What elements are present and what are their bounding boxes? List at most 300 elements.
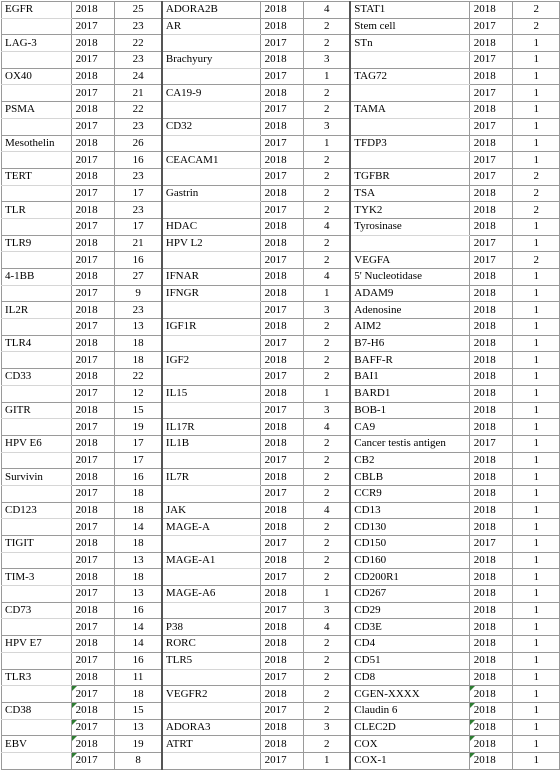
name-cell [2,686,72,703]
count-cell: 26 [115,135,162,152]
name-cell [162,402,260,419]
name-cell: PSMA [2,102,72,119]
name-cell: CD33 [2,369,72,386]
name-cell [2,185,72,202]
year-cell: 2017 [71,152,115,169]
count-cell: 1 [513,35,560,52]
year-cell: 2017 [469,435,513,452]
name-cell [162,302,260,319]
name-cell [162,485,260,502]
year-cell: 2018 [71,536,115,553]
count-cell: 1 [304,135,351,152]
year-cell: 2018 [469,586,513,603]
name-cell: Survivin [2,469,72,486]
count-cell: 1 [513,485,560,502]
year-cell: 2017 [260,485,304,502]
count-cell: 21 [115,235,162,252]
year-cell: 2018 [71,235,115,252]
count-cell: 2 [304,636,351,653]
name-cell: TGFBR [350,168,469,185]
count-cell: 3 [304,602,351,619]
count-cell: 1 [513,285,560,302]
name-cell: IGF1R [162,319,260,336]
name-cell [162,536,260,553]
table-row [2,502,560,519]
name-cell [162,335,260,352]
year-cell: 2018 [469,686,513,703]
count-cell: 2 [304,319,351,336]
year-cell: 2018 [260,686,304,703]
year-cell: 2018 [260,719,304,736]
count-cell: 1 [513,152,560,169]
count-cell: 1 [513,586,560,603]
name-cell: HPV L2 [162,235,260,252]
count-cell: 17 [115,452,162,469]
count-cell: 4 [304,2,351,19]
count-cell: 15 [115,402,162,419]
name-cell: CD150 [350,536,469,553]
count-cell: 1 [513,269,560,286]
year-cell: 2017 [71,419,115,436]
count-cell: 18 [115,569,162,586]
year-cell: 2018 [71,402,115,419]
count-cell: 1 [513,435,560,452]
year-cell: 2018 [469,269,513,286]
table-row [2,602,560,619]
count-cell: 25 [115,2,162,19]
count-cell: 9 [115,285,162,302]
count-cell: 1 [304,385,351,402]
year-cell: 2017 [71,252,115,269]
count-cell: 2 [304,152,351,169]
table-row [2,252,560,269]
count-cell: 23 [115,302,162,319]
name-cell [350,152,469,169]
name-cell [2,452,72,469]
year-cell: 2018 [260,319,304,336]
table-row [2,68,560,85]
year-cell: 2018 [469,302,513,319]
name-cell [162,135,260,152]
name-cell [2,85,72,102]
name-cell [2,385,72,402]
count-cell: 3 [304,52,351,69]
name-cell: BOB-1 [350,402,469,419]
year-cell: 2018 [260,619,304,636]
name-cell [162,369,260,386]
year-cell: 2018 [260,85,304,102]
table-row [2,352,560,369]
year-cell: 2017 [260,452,304,469]
year-cell: 2018 [469,702,513,719]
count-cell: 1 [513,85,560,102]
name-cell: TAG72 [350,68,469,85]
year-cell: 2018 [71,269,115,286]
name-cell: CBLB [350,469,469,486]
year-cell: 2017 [260,35,304,52]
table-row [2,469,560,486]
year-cell: 2018 [469,352,513,369]
year-cell: 2017 [469,85,513,102]
year-cell: 2018 [469,569,513,586]
year-cell: 2017 [469,152,513,169]
table-row [2,719,560,736]
count-cell: 2 [304,552,351,569]
count-cell: 4 [304,619,351,636]
year-cell: 2018 [469,669,513,686]
table-row [2,2,560,19]
year-cell: 2018 [71,68,115,85]
year-cell: 2017 [71,218,115,235]
name-cell: TLR3 [2,669,72,686]
count-cell: 1 [513,118,560,135]
count-cell: 1 [513,469,560,486]
year-cell: 2017 [71,552,115,569]
year-cell: 2018 [260,352,304,369]
year-cell: 2018 [71,736,115,753]
year-cell: 2017 [260,669,304,686]
year-cell: 2018 [71,202,115,219]
year-cell: 2017 [71,85,115,102]
year-cell: 2018 [469,68,513,85]
name-cell: CD51 [350,652,469,669]
year-cell: 2017 [71,719,115,736]
name-cell [162,569,260,586]
table-row [2,369,560,386]
name-cell: JAK [162,502,260,519]
name-cell [2,252,72,269]
year-cell: 2017 [260,369,304,386]
name-cell: TIGIT [2,536,72,553]
count-cell: 2 [513,252,560,269]
name-cell: IL7R [162,469,260,486]
count-cell: 23 [115,18,162,35]
name-cell: MAGE-A [162,519,260,536]
name-cell [350,235,469,252]
count-cell: 1 [513,536,560,553]
name-cell: CB2 [350,452,469,469]
year-cell: 2017 [469,118,513,135]
year-cell: 2017 [260,135,304,152]
name-cell: IL1B [162,435,260,452]
name-cell: COX [350,736,469,753]
count-cell: 18 [115,335,162,352]
count-cell: 1 [513,52,560,69]
table-row [2,102,560,119]
count-cell: 1 [513,102,560,119]
name-cell [2,419,72,436]
count-cell: 1 [513,235,560,252]
year-cell: 2017 [71,352,115,369]
year-cell: 2018 [469,402,513,419]
year-cell: 2018 [260,502,304,519]
count-cell: 16 [115,469,162,486]
table-row [2,586,560,603]
count-cell: 1 [513,335,560,352]
year-cell: 2018 [71,102,115,119]
name-cell [2,352,72,369]
count-cell: 13 [115,719,162,736]
count-cell: 15 [115,702,162,719]
count-cell: 2 [513,2,560,19]
year-cell: 2018 [71,2,115,19]
count-cell: 1 [513,686,560,703]
table-row [2,435,560,452]
name-cell: CD123 [2,502,72,519]
year-cell: 2017 [260,536,304,553]
count-cell: 16 [115,602,162,619]
count-cell: 4 [304,269,351,286]
name-cell: TERT [2,168,72,185]
name-cell [162,452,260,469]
name-cell: TLR9 [2,235,72,252]
count-cell: 16 [115,652,162,669]
count-cell: 18 [115,485,162,502]
name-cell: MAGE-A6 [162,586,260,603]
name-cell: CD32 [162,118,260,135]
table-row [2,536,560,553]
year-cell: 2017 [71,485,115,502]
name-cell: CD29 [350,602,469,619]
count-cell: 1 [513,452,560,469]
name-cell: CD73 [2,602,72,619]
count-cell: 2 [304,669,351,686]
table-row [2,419,560,436]
name-cell [2,18,72,35]
count-cell: 2 [304,85,351,102]
year-cell: 2018 [260,435,304,452]
count-cell: 13 [115,552,162,569]
count-cell: 2 [304,736,351,753]
count-cell: 2 [304,252,351,269]
year-cell: 2018 [469,452,513,469]
count-cell: 14 [115,619,162,636]
name-cell [350,85,469,102]
count-cell: 2 [304,485,351,502]
name-cell [2,719,72,736]
count-cell: 18 [115,536,162,553]
name-cell: VEGFA [350,252,469,269]
name-cell: CEACAM1 [162,152,260,169]
year-cell: 2017 [469,235,513,252]
name-cell: IFNAR [162,269,260,286]
name-cell [2,218,72,235]
table-row [2,552,560,569]
table-row [2,269,560,286]
year-cell: 2018 [469,35,513,52]
name-cell: IL2R [2,302,72,319]
name-cell [2,552,72,569]
count-cell: 2 [513,168,560,185]
year-cell: 2017 [71,18,115,35]
year-cell: 2018 [469,419,513,436]
count-cell: 14 [115,519,162,536]
name-cell [2,152,72,169]
name-cell: ADORA2B [162,2,260,19]
table-row [2,569,560,586]
year-cell: 2018 [71,302,115,319]
table-row [2,385,560,402]
year-cell: 2018 [71,602,115,619]
count-cell: 2 [304,435,351,452]
count-cell: 1 [513,669,560,686]
name-cell: CD38 [2,702,72,719]
count-cell: 1 [513,135,560,152]
table-row [2,485,560,502]
count-cell: 22 [115,102,162,119]
table-row [2,335,560,352]
name-cell: TFDP3 [350,135,469,152]
name-cell: CGEN-XXXX [350,686,469,703]
count-cell: 23 [115,202,162,219]
name-cell: STAT1 [350,2,469,19]
year-cell: 2018 [260,18,304,35]
name-cell: TSA [350,185,469,202]
year-cell: 2017 [71,586,115,603]
count-cell: 1 [513,385,560,402]
year-cell: 2017 [469,18,513,35]
count-cell: 1 [304,68,351,85]
year-cell: 2018 [260,218,304,235]
year-cell: 2018 [71,168,115,185]
count-cell: 3 [304,302,351,319]
count-cell: 2 [304,686,351,703]
count-cell: 1 [304,285,351,302]
count-cell: 1 [513,719,560,736]
name-cell: Stem cell [350,18,469,35]
table-row [2,152,560,169]
name-cell: EGFR [2,2,72,19]
count-cell: 1 [513,419,560,436]
count-cell: 2 [304,369,351,386]
table-row [2,619,560,636]
count-cell: 4 [304,419,351,436]
year-cell: 2017 [260,402,304,419]
name-cell: ADAM9 [350,285,469,302]
name-cell: EBV [2,736,72,753]
year-cell: 2018 [260,2,304,19]
name-cell: HPV E7 [2,636,72,653]
name-cell: CD4 [350,636,469,653]
count-cell: 1 [513,552,560,569]
year-cell: 2018 [260,519,304,536]
name-cell [350,118,469,135]
count-cell: 2 [304,102,351,119]
name-cell: Brachyury [162,52,260,69]
count-cell: 1 [513,652,560,669]
year-cell: 2018 [260,52,304,69]
name-cell [2,619,72,636]
name-cell: CD13 [350,502,469,519]
count-cell: 23 [115,168,162,185]
name-cell: BAFF-R [350,352,469,369]
count-cell: 3 [304,118,351,135]
count-cell: 1 [304,752,351,769]
year-cell: 2018 [71,636,115,653]
count-cell: 12 [115,385,162,402]
count-cell: 2 [304,235,351,252]
name-cell: BARD1 [350,385,469,402]
name-cell: MAGE-A1 [162,552,260,569]
count-cell: 1 [513,218,560,235]
year-cell: 2018 [469,485,513,502]
name-cell: Adenosine [350,302,469,319]
name-cell: CA9 [350,419,469,436]
count-cell: 4 [304,502,351,519]
name-cell [162,102,260,119]
table-row [2,669,560,686]
name-cell [162,669,260,686]
count-cell: 19 [115,419,162,436]
year-cell: 2018 [469,752,513,769]
year-cell: 2018 [71,702,115,719]
table-row [2,185,560,202]
year-cell: 2018 [469,736,513,753]
count-cell: 1 [513,302,560,319]
count-cell: 18 [115,686,162,703]
count-cell: 13 [115,586,162,603]
name-cell [162,702,260,719]
count-cell: 14 [115,636,162,653]
table-row [2,702,560,719]
year-cell: 2018 [469,636,513,653]
count-cell: 1 [513,702,560,719]
name-cell: TIM-3 [2,569,72,586]
count-cell: 2 [304,202,351,219]
year-cell: 2017 [469,252,513,269]
count-cell: 1 [513,736,560,753]
table-row [2,118,560,135]
year-cell: 2017 [71,752,115,769]
year-cell: 2018 [469,719,513,736]
count-cell: 1 [513,752,560,769]
year-cell: 2017 [71,52,115,69]
year-cell: 2018 [71,502,115,519]
table-row [2,519,560,536]
name-cell: AR [162,18,260,35]
table-row [2,202,560,219]
year-cell: 2017 [260,702,304,719]
year-cell: 2018 [469,335,513,352]
year-cell: 2018 [469,619,513,636]
year-cell: 2018 [469,285,513,302]
name-cell [350,52,469,69]
name-cell [2,52,72,69]
table-row [2,35,560,52]
year-cell: 2017 [71,319,115,336]
year-cell: 2018 [469,135,513,152]
table-row [2,285,560,302]
count-cell: 27 [115,269,162,286]
count-cell: 3 [304,402,351,419]
count-cell: 1 [513,352,560,369]
year-cell: 2018 [469,2,513,19]
name-cell: 5' Nucleotidase [350,269,469,286]
count-cell: 19 [115,736,162,753]
name-cell: CD267 [350,586,469,603]
count-cell: 18 [115,352,162,369]
count-cell: 1 [513,619,560,636]
year-cell: 2018 [71,669,115,686]
year-cell: 2018 [469,185,513,202]
year-cell: 2018 [260,152,304,169]
count-cell: 22 [115,35,162,52]
name-cell: P38 [162,619,260,636]
table-row [2,18,560,35]
count-cell: 4 [304,218,351,235]
name-cell: CD200R1 [350,569,469,586]
year-cell: 2017 [260,302,304,319]
